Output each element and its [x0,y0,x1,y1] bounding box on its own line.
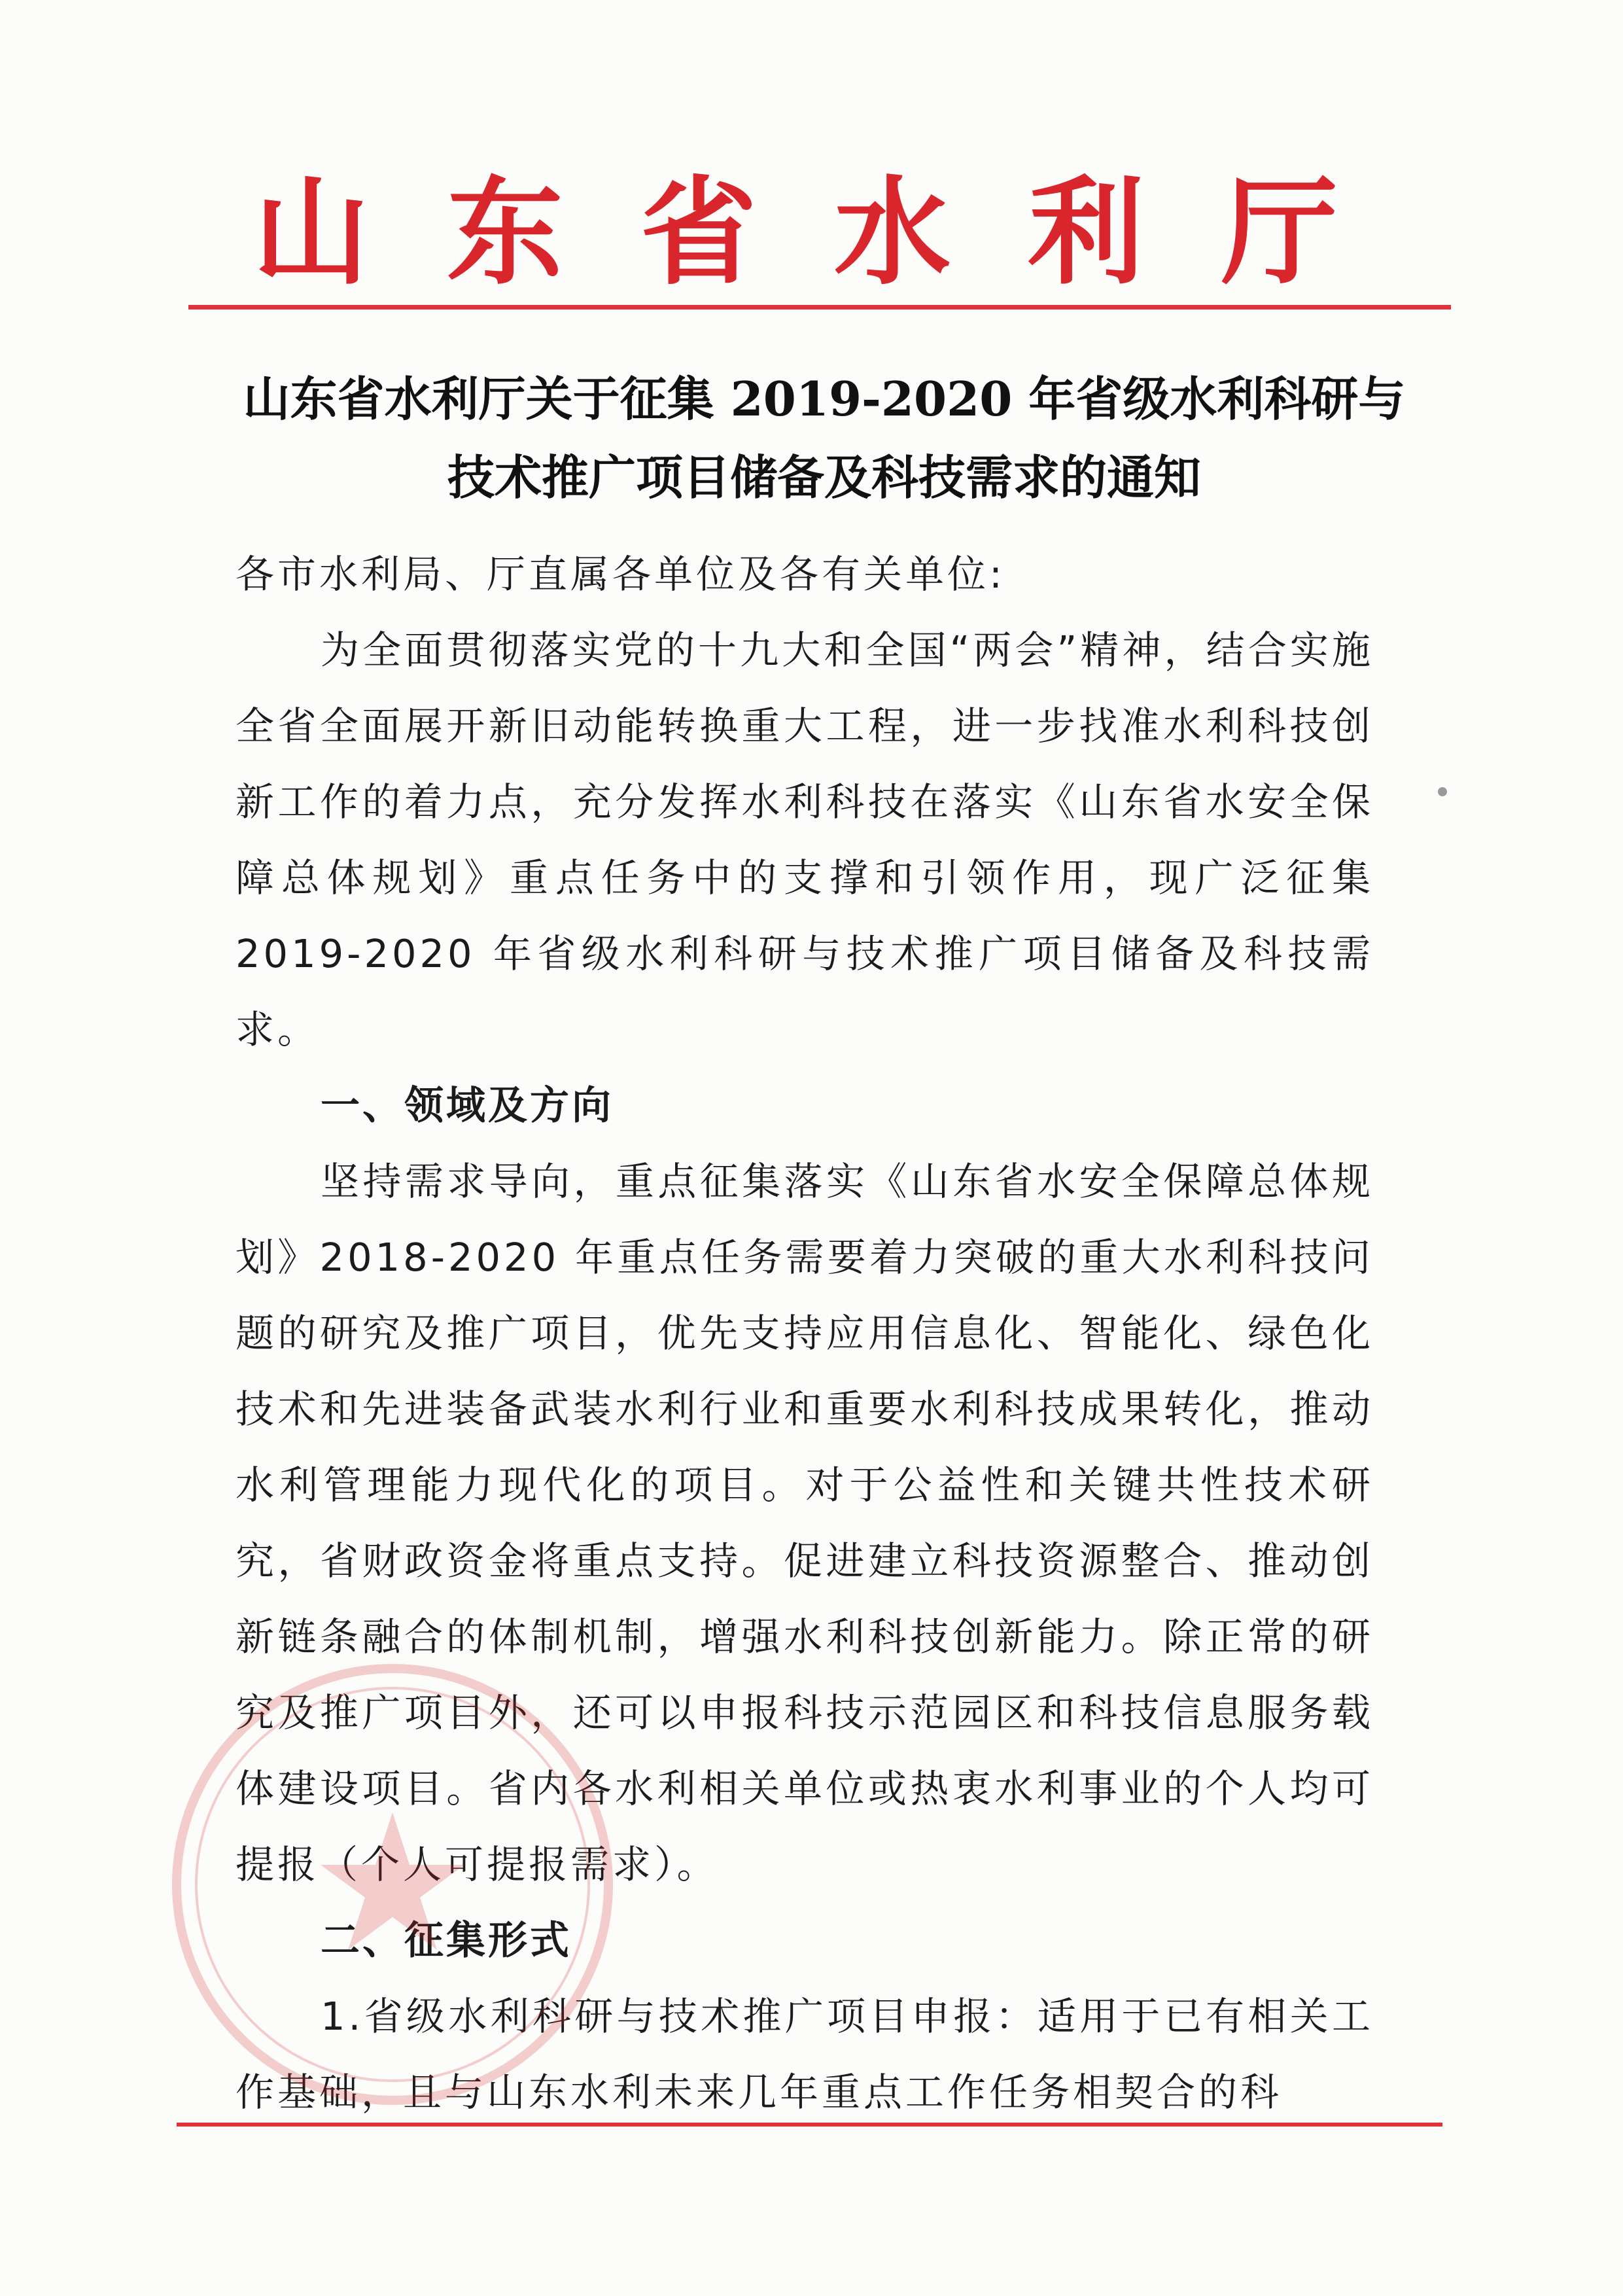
issuing-organization-header: 山东省水利厅 [253,164,1415,300]
footer-red-rule [177,2123,1442,2127]
section-1-heading: 一、领域及方向 [321,1083,614,1129]
document-body [236,537,1374,2130]
salutation: 各市水利局、厅直属各单位及各有关单位: [236,552,1005,597]
document-title-line-2: 技术推广项目储备及科技需求的通知 [447,450,1201,505]
header-red-rule [188,305,1451,309]
section-1-paragraph: 坚持需求导向，重点征集落实《山东省水安全保障总体规划》2018-2020 年重点任务需要着力突破的重大水利科技问题的研究及推广项目，优先支持应用信息化、智能化、绿色化技术和先进装备武装水利行业和重要水利科技成果转化，推动水利管理能力现代化的项目。对于公益性和关键共性技术研究，省财政资金将重点支持。促进建立科技资源整合、推动创新链条融合的体制机制，增强水利科技创新能力。除正常的研究及推广项目外，还可以申报科技示范园区和科技信息服务载体建设项目。省内各水利相关单位或热衷水利事业的个人均可提报（个人可提报需求）。 [236,1159,1374,1887]
document-title-line-1: 山东省水利厅关于征集 2019-2020 年省级水利科研与 [243,371,1406,427]
intro-paragraph: 为全面贯彻落实党的十九大和全国“两会”精神，结合实施全省全面展开新旧动能转换重大工程，进一步找准水利科技创新工作的着力点，充分发挥水利科技在落实《山东省水安全保障总体规划》重点任务中的支撑和引领作用，现广泛征集 2019-2020 年省级水利科研与技术推广项目储备及科技需求。 [236,627,1374,1052]
section-2-item-1: 1.省级水利科研与技术推广项目申报：适用于已有相关工作基础，且与山东水利未来几年重点工作任务相契合的科 [236,1994,1374,2115]
section-2-heading: 二、征集形式 [321,1918,572,1964]
scan-dot-mark-icon [1436,785,1449,798]
